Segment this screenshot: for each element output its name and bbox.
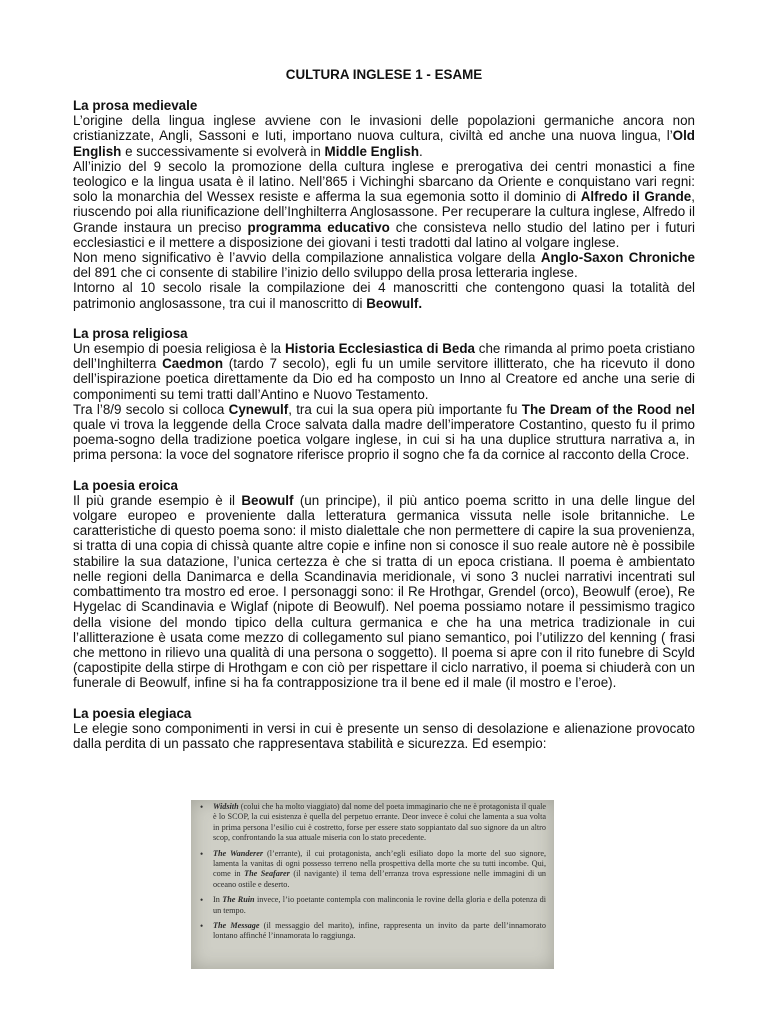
text-run: Le elegie sono componimenti in versi in cui è presente un senso di desolazione e alienazione provocato dalla perdita di un passato che rappresentava stabilità e sicurezza. Ed esempio: [73, 720, 695, 751]
work-title: The Ruin [222, 895, 255, 905]
work-title: The Message [213, 921, 260, 931]
text-run: In [213, 895, 223, 905]
text-run: . [419, 143, 423, 159]
excerpt-item [213, 849, 546, 891]
text-run: Il più grande esempio è il [73, 492, 242, 508]
text-run: quale vi trova la leggende della Croce salvata dalla madre dell’imperatore Costantino, questo fu il primo poema-sogno della tradizione poetica volgare inglese, in cui si ha una duplice struttura narrativa a, in prima persona: la voce del sognatore riferisce proprio il sogno che fa da cornice al racconto della Croce. [73, 417, 695, 463]
text-run: (colui che ha molto viaggiato) dal nome del poeta immaginario che ne è protagonista il quale è lo SCOP, la cui esistenza è quella del perpetuo errante. Deor invece è colui che lamenta a sua volta in prima persona l’esilio cui è costretto, forse per essere stato soppiantato dal suo signore da un altro scop, confrontando la sua attuale miseria con lo stato precedente. [213, 802, 546, 843]
paragraph [73, 493, 695, 691]
paragraph [73, 159, 695, 250]
bold-term: Anglo-Saxon Chroniche [540, 250, 695, 266]
bold-term: Caedmon [162, 356, 224, 372]
excerpt-item [213, 921, 546, 942]
text-run: (il navigante) il tema dell’erranza trova espressione nelle immagini di un oceano ostile e deserto. [213, 869, 547, 889]
text-run: che consisteva nello studio del latino per i futuri ecclesiastici e il mettere a disposizione dei giovani i testi tradotti dal latino al volgare inglese. [73, 219, 695, 250]
bold-term: Historia Ecclesiastica di Beda [284, 341, 475, 357]
bold-term: Alfredo il Grande [580, 189, 692, 205]
text-run: (l’errante), il cui protagonista, anch’egli esiliato dopo la morte del suo signore, lamenta la vanitas di ogni possesso terreno nella prospettiva della morte che su tutti incombe. Qui, come in [213, 848, 546, 879]
book-excerpt-list [191, 802, 554, 942]
document-title: CULTURA INGLESE 1 - ESAME [285, 67, 483, 82]
excerpt-item [213, 802, 546, 844]
bold-term: The Dream of the Rood nel [521, 401, 695, 417]
bold-term: Beowulf. [366, 295, 423, 311]
document-body [73, 98, 695, 751]
bold-term: programma educativo [247, 219, 390, 235]
bold-term: Old English [73, 128, 695, 159]
paragraph [73, 721, 695, 751]
text-run: Intorno al 10 secolo risale la compilazione dei 4 manoscritti che contengono quasi la totalità del patrimonio anglosassone, tra cui il manoscritto di [73, 280, 695, 311]
paragraph [73, 113, 695, 159]
section-heading: La prosa medievale [73, 98, 198, 113]
work-title: The Seafarer [244, 869, 290, 879]
section-heading: La prosa religiosa [73, 325, 188, 341]
text-run: , riuscendo poi alla riunificazione dell’Inghilterra Anglosassone. Per recuperare la cultura inglese, Alfredo il Grande instaura un preciso [73, 189, 695, 235]
document-page [73, 67, 695, 751]
bold-term: Middle English [324, 143, 420, 159]
text-run: del 891 che ci consente di stabilire l’inizio dello sviluppo della prosa letteraria inglese. [73, 265, 578, 281]
paragraph [73, 280, 695, 310]
text-run: Non meno significativo è l’avvio della compilazione annalistica volgare della [73, 250, 541, 266]
section-heading: La poesia eroica [73, 477, 178, 493]
book-excerpt-photo [191, 800, 554, 969]
text-run: , tra cui la sua opera più importante fu [288, 401, 522, 417]
work-title: The Wanderer [213, 848, 264, 858]
work-title: Widsith [213, 802, 239, 811]
text-run: Un esempio di poesia religiosa è la [73, 341, 285, 357]
text-run: (tardo 7 secolo), egli fu un umile servitore illitterato, che ha ricevuto il dono dell’ispirazione poetica direttamente da Dio ed ha composto un Inno al Creatore ed anche una serie di componimenti su temi tratti dall’Antino e Nuovo Testamento. [73, 356, 695, 402]
text-run: (un principe), il più antico poema scritto in una delle lingue del volgare europeo e proveniente dalla letteratura germanica vissuta nelle isole britanniche. Le caratteristiche di questo poema sono: il misto dialettale che non permettere di capire la sua provenienza, si tratta di una copia di chissà quante altre copie e infine non si conosce il suo reale autore nè è possibile stabilire la sua datazione, l’unica certezza è che si tratta di un epoca cristiana. Il poema è ambientato nelle regioni della Danimarca e della Scandinavia meridionale, vi sono 3 nuclei narrativi incentrati sul combattimento tra mostro ed eroe. I personaggi sono: il Re Hrothgar, Grendel (orco), Beowulf (eroe), Re Hygelac di Scandinavia e Wiglaf (nipote di Beowulf). Nel poema possiamo notare il pessimismo tragico della visione del mondo tipico della cultura germanica e che ha una metrica tradizionale in cui l’allitterazione è usata come mezzo di collegamento sul piano semantico, poi l’utilizzo del kenning ( frasi che mettono in rilievo una qualità di una persona o soggetto). Il poema si apre con il rito funebre di Scyld (capostipite della stirpe di Hrothgam e con ciò per rispettare il ciclo narrativo, il poema si chiuderà con un funerale di Beowulf, infine si ha fa contrapposizione tra il bene ed il male (il mostro e l’eroe). [73, 492, 695, 691]
text-run: All’inizio del 9 secolo la promozione della cultura inglese e prerogativa dei centri monastici a fine teologico e la lingua usata è il latino. Nell’865 i Vichinghi sbarcano da Oriente e conquistano vari regni: solo la monarchia del Wessex resiste e afferma la sua egemonia sotto il dominio di [73, 158, 695, 205]
paragraph [73, 250, 695, 280]
bold-term: Cynewulf [228, 401, 289, 417]
text-run: (il messaggio del marito), infine, rappresenta un invito da parte dell’innamorato lontano affinché l’innamorata lo raggiunga. [213, 921, 547, 941]
section-heading: La poesia elegiaca [73, 705, 192, 721]
excerpt-item [213, 895, 546, 916]
paragraph [73, 341, 695, 402]
text-run: Tra l’8/9 secolo si colloca [73, 401, 229, 417]
bold-term: Beowulf [241, 492, 294, 508]
text-run: che rimanda al primo poeta cristiano dell’Inghilterra [73, 341, 695, 372]
text-run: invece, l’io poetante contempla con malinconia le rovine della gloria e della potenza di un tempo. [213, 895, 546, 915]
text-run: L’origine della lingua inglese avviene con le invasioni delle popolazioni germaniche ancora non cristianizzate, Angli, Sassoni e Iuti, importano nuova cultura, civiltà ed anche una nuova lingua, l’ [73, 113, 695, 144]
paragraph [73, 402, 695, 463]
text-run: e successivamente si evolverà in [121, 143, 325, 159]
